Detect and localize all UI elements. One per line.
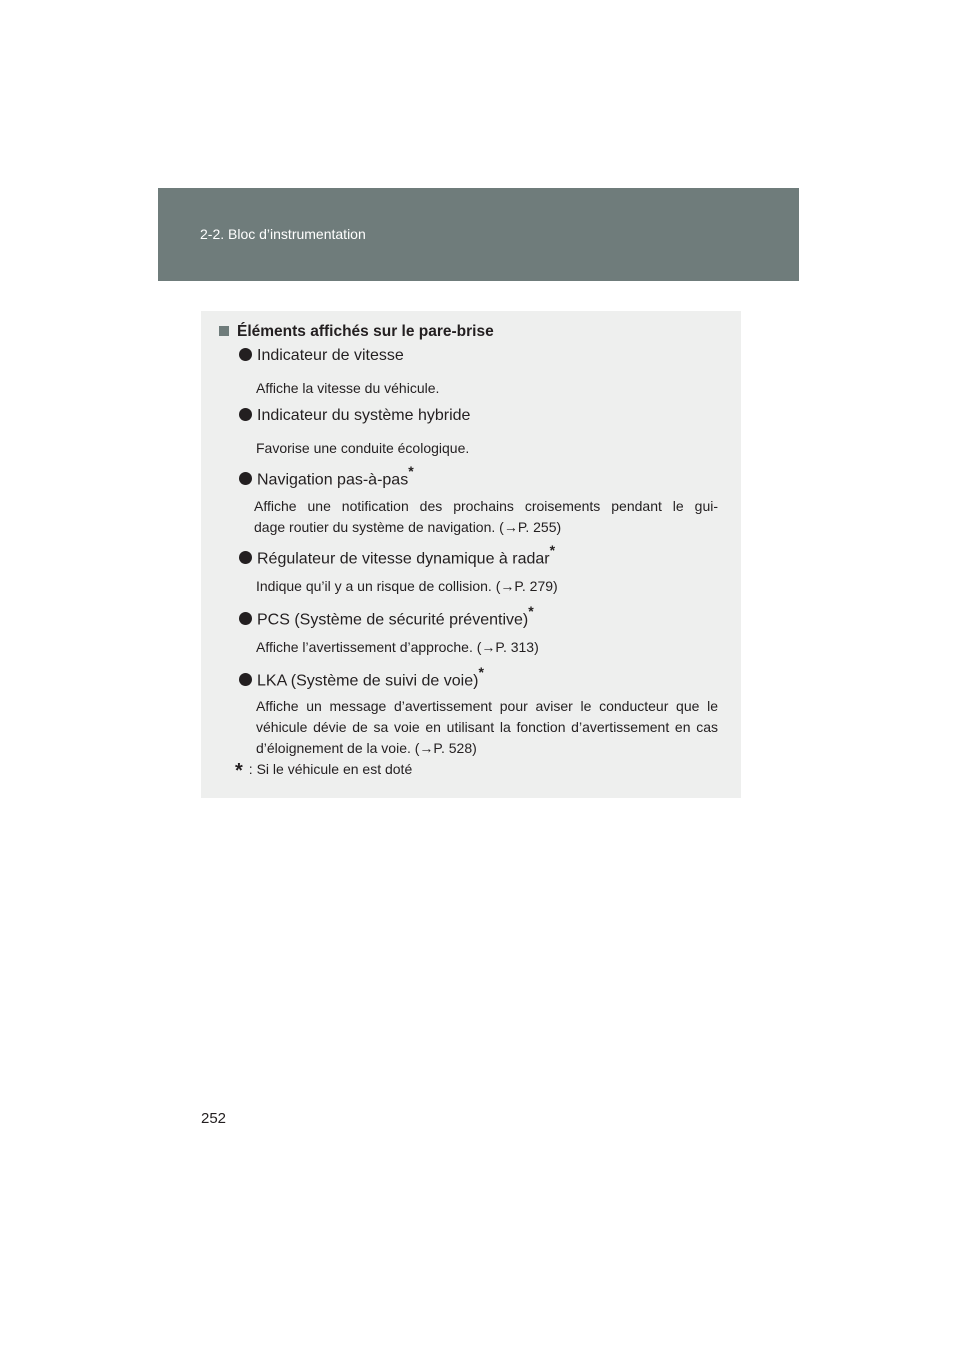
item-label: LKA (Système de suivi de voie): [257, 672, 479, 690]
item-description: [256, 496, 718, 538]
footnote-star: *: [478, 664, 484, 680]
section-title: 2-2. Bloc d’instrumentation: [200, 226, 366, 242]
item-label: PCS (Système de sécurité préventive): [257, 611, 529, 629]
item-description: Indique qu’il y a un risque de collision. (→P. 279): [256, 578, 558, 594]
footnote-star: *: [408, 463, 414, 479]
item-description: Affiche un message d’avertissement pour aviser le conducteur que le véhicule dévie de sa voie en utilisant la fonction d’avertissement en cas d’éloignement de la voie. (→P. 528): [256, 698, 718, 756]
footnote-star: *: [549, 542, 556, 558]
item-label: Indicateur de vitesse: [257, 347, 404, 364]
footnote: [235, 757, 412, 780]
item-label: Régulateur de vitesse dynamique à radar: [257, 550, 550, 568]
square-bullet-icon: [219, 326, 229, 336]
page-number: 252: [201, 1110, 227, 1127]
list-item-lka: [239, 666, 484, 690]
description-line: Affiche une notification des prochains croisements pendant le gui-: [254, 498, 718, 514]
box-title: [219, 323, 494, 341]
item-description: Affiche l’avertissement d’approche. (→P. 313): [256, 639, 539, 655]
info-box: [201, 311, 741, 798]
round-bullet-icon: [239, 348, 252, 361]
section-header: [158, 188, 799, 281]
description-line: dage routier du système de navigation. (→P. 255): [254, 519, 562, 535]
item-label: Indicateur du système hybride: [257, 407, 471, 424]
round-bullet-icon: [239, 612, 252, 625]
list-item-navigation: [239, 465, 414, 489]
round-bullet-icon: [239, 472, 252, 485]
list-item-pcs: [239, 605, 534, 629]
round-bullet-icon: [239, 408, 252, 421]
list-item-radar-cruise: [239, 544, 555, 568]
footnote-text: : Si le véhicule en est doté: [248, 761, 413, 777]
footnote-star: *: [528, 603, 534, 619]
item-description: Favorise une conduite écologique.: [256, 440, 470, 456]
round-bullet-icon: [239, 673, 252, 686]
footnote-star: *: [235, 760, 243, 782]
box-title-text: Éléments affichés sur le pare-brise: [237, 323, 494, 340]
round-bullet-icon: [239, 551, 252, 564]
item-label: Navigation pas-à-pas: [257, 471, 409, 489]
list-item-speed: [239, 347, 404, 365]
item-description: Affiche la vitesse du véhicule.: [256, 380, 440, 396]
list-item-hybrid: [239, 407, 470, 425]
